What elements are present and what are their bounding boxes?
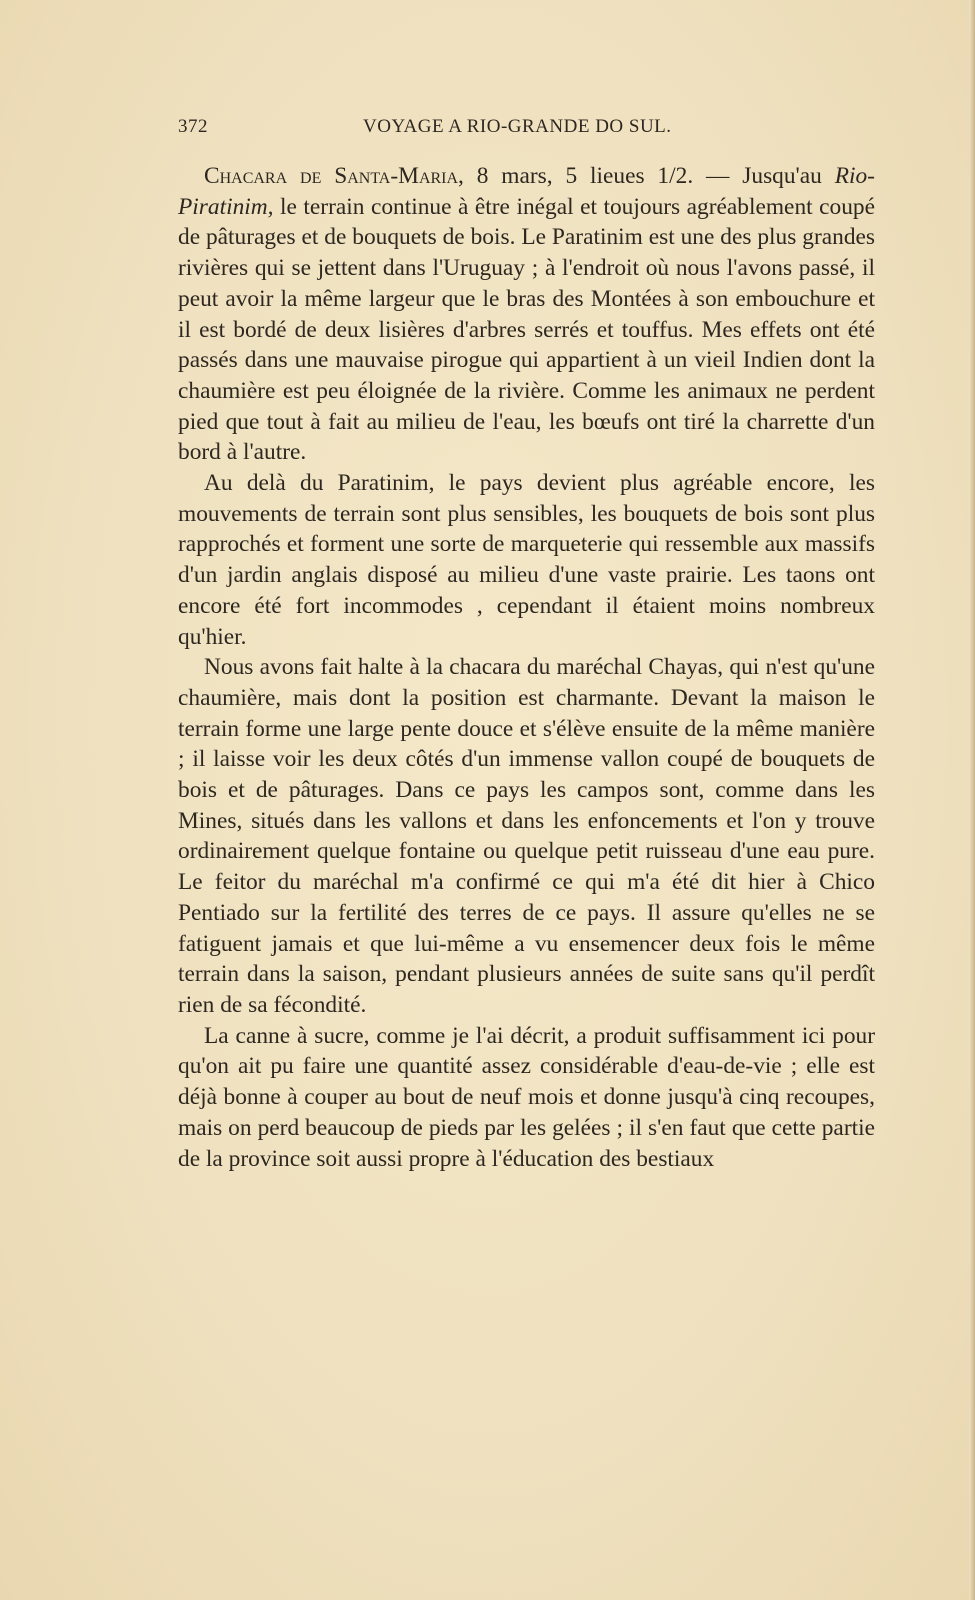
paragraph: Nous avons fait halte à la chacara du maréchal Chayas, qui n'est qu'une chaumière, mais dont la position est charmante. Devant la maison le terrain forme une large pente douce et s'élève ensuite de la même manière ; il laisse voir les deux côtés d'un immense vallon coupé de bouquets de bois et de pâturages. Dans ce pays les campos sont, comme dans les Mines, situés dans les vallons et dans les enfoncements et l'on y trouve ordinairement quelque fontaine ou quelque petit ruisseau d'une eau pure. Le feitor du maréchal m'a confirmé ce qui m'a été dit hier à Chico Pentiado sur la fertilité des terres de ce pays. Il assure qu'elles ne se fatiguent jamais et que lui-même a vu ensemencer deux fois le même terrain dans la saison, pendant plusieurs années de suite sans qu'il perdît rien de sa fécondité.	[178, 654, 875, 1018]
paragraph: La canne à sucre, comme je l'ai décrit, a produit suffisamment ici pour qu'on ait pu faire une quantité assez considérable d'eau-de-vie ; elle est déjà bonne à couper au bout de neuf mois et donne jusqu'à cinq recoupes, mais on perd beaucoup de pieds par les gelées ; il s'en faut que cette partie de la province soit aussi propre à l'éducation des bestiaux	[178, 1022, 875, 1172]
entry-place: Chacara de Santa-Maria,	[204, 163, 464, 189]
entry-date: 8 mars, 5 lieues 1/2. — Jusqu'au	[463, 163, 835, 189]
entry-river: Rio-Piratinim,	[178, 163, 875, 220]
page-edge	[969, 0, 975, 1600]
body-text	[178, 161, 875, 1174]
paragraph-entry	[178, 161, 875, 468]
running-title: VOYAGE A RIO-GRANDE DO SUL.	[363, 116, 672, 137]
entry-text: le terrain continue à être inégal et toujours agréablement coupé de pâturages et de bouquets de bois. Le Paratinim est une des plus grandes rivières qui se jettent dans l'Uruguay ; à l'endroit où nous l'avons passé, il peut avoir la même largeur que le bras des Montées à son embouchure et il est bordé de deux lisières d'arbres serrés et touffus. Mes effets ont été passés dans une mauvaise pirogue qui appartient à un vieil Indien dont la chaumière est peu éloignée de la rivière. Comme les animaux ne perdent pied que tout à fait au milieu de l'eau, les bœufs ont tiré la charrette d'un bord à l'autre.	[178, 193, 875, 466]
page-header	[178, 116, 883, 144]
paragraph: Au delà du Paratinim, le pays devient plus agréable encore, les mouvements de terrain sont plus sensibles, les bouquets de bois sont plus rapprochés et forment une sorte de marqueterie qui ressemble aux massifs d'un jardin anglais disposé au milieu d'une vaste prairie. Les taons ont encore été fort incommodes , cependant il étaient moins nombreux qu'hier.	[178, 470, 875, 650]
page-number: 372	[178, 116, 208, 137]
